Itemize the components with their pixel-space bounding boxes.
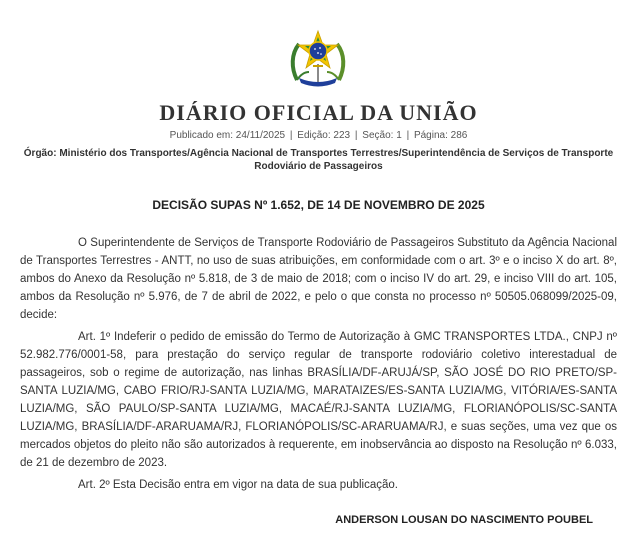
page-number: Página: 286	[413, 130, 468, 141]
edition-number: Edição: 223	[297, 130, 351, 141]
meta-separator: |	[406, 130, 410, 141]
decision-title: DECISÃO SUPAS Nº 1.652, DE 14 DE NOVEMBRO DE 2025	[152, 198, 485, 212]
issuing-body: Órgão: Ministério dos Transportes/Agência Nacional de Transportes Terrestres/Superintendência de Serviços de Transporte Rodoviário de Passageiros	[23, 148, 614, 172]
published-date: Publicado em: 24/11/2025	[169, 130, 286, 141]
section-number: Seção: 1	[362, 130, 402, 141]
article-1-paragraph: Art. 1º Indeferir o pedido de emissão do Termo de Autorização à GMC TRANSPORTES LTDA., CNPJ nº 52.982.776/0001-58, para prestação do serviço regular de transporte rodoviário coletivo interestadual de passageiros, sob o regime de autorização, nas linhas BRASÍLIA/DF-ARUJÁ/SP, SÃO JOSÉ DO RIO PRETO/SP-SANTA LUZIA/MG, CABO FRIO/RJ-SANTA LUZIA/MG, MARATAIZES/ES-SANTA LUZIA/MG, VITÓRIA/ES-SANTA LUZIA/MG, SÃO PAULO/SP-SANTA LUZIA/MG, MACAÉ/RJ-SANTA LUZIA/MG, FLORIANÓPOLIS/SC-SANTA LUZIA/MG, BRASÍLIA/DF-ARARUAMA/RJ, FLORIANÓPOLIS/SC-ARARUAMA/RJ, e suas seções, uma vez que os mercados objetos do pleito não são autorizados à requerente, em inobservância ao disposto na Resolução nº 6.033, de 21 de dezembro de 2023.	[20, 331, 617, 469]
meta-separator: |	[354, 130, 358, 141]
decision-body	[20, 234, 617, 498]
publication-meta	[0, 130, 637, 141]
meta-separator: |	[289, 130, 293, 141]
article-2-paragraph: Art. 2º Esta Decisão entra em vigor na data de sua publicação.	[78, 479, 398, 491]
preamble-paragraph: O Superintendente de Serviços de Transporte Rodoviário de Passageiros Substituto da Agência Nacional de Transportes Terrestres - ANTT, no uso de suas atribuições, em conformidade com o art. 3º e o inciso X do art. 8º, ambos do Anexo da Resolução nº 5.818, de 3 de maio de 2018; com o inciso IV do art. 29, e inciso VIII do art. 105, ambos da Resolução nº 5.976, de 7 de abril de 2022, e pelo o que consta no processo nº 50505.068099/2025-09, decide:	[20, 237, 617, 321]
signature: ANDERSON LOUSAN DO NASCIMENTO POUBEL	[335, 514, 593, 526]
brazil-coat-of-arms-icon	[287, 28, 349, 90]
masthead-title: DIÁRIO OFICIAL DA UNIÃO	[159, 100, 478, 125]
